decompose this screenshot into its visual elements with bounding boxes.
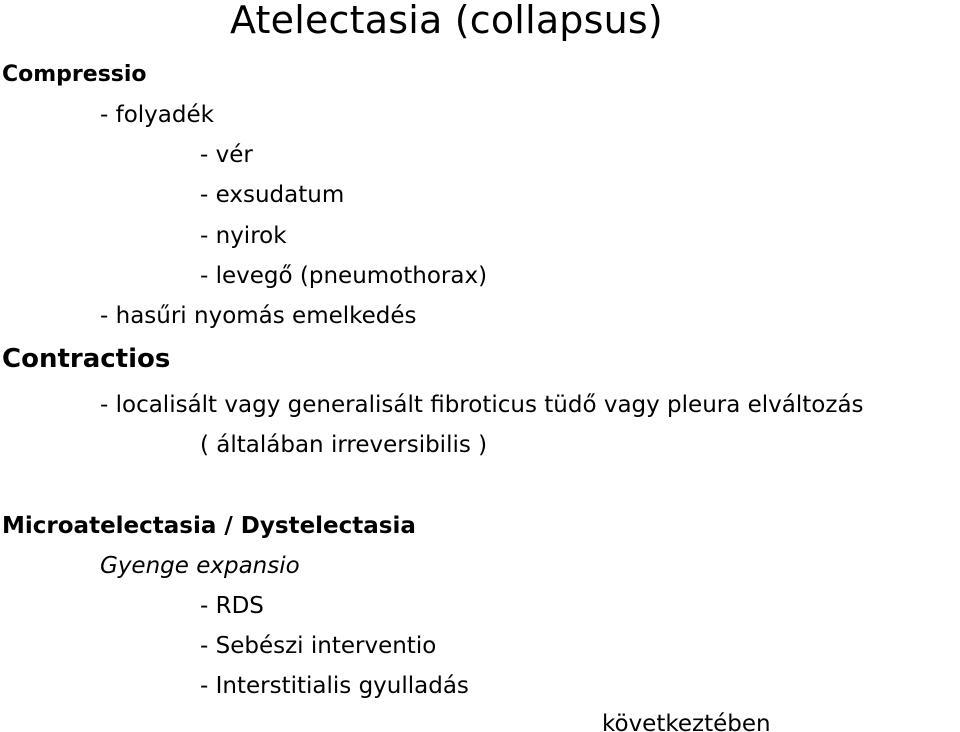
micro-item-sebeszi: - Sebészi interventio (200, 633, 437, 659)
compressio-item-levego: - levegő (pneumothorax) (200, 263, 488, 289)
contractios-heading: Contractios (2, 344, 171, 374)
micro-item-rds: - RDS (200, 593, 264, 619)
compressio-item-folyadek: - folyadék (100, 102, 214, 128)
contractios-item-irreversibilis: ( általában irreversibilis ) (200, 432, 488, 458)
compressio-item-hasuri: - hasűri nyomás emelkedés (100, 303, 417, 329)
contractios-item-localisalt: - localisált vagy generalisált fibroticus tüdő vagy pleura elváltozás (100, 392, 864, 418)
micro-subheading: Gyenge expansio (100, 553, 300, 579)
compressio-item-exsudatum: - exsudatum (200, 182, 345, 208)
compressio-heading: Compressio (2, 62, 147, 87)
micro-item-interstitialis: - Interstitialis gyulladás (200, 673, 469, 699)
compressio-item-nyirok: - nyirok (200, 223, 287, 249)
slide-title: Atelectasia (collapsus) (230, 0, 663, 42)
compressio-item-ver: - vér (200, 142, 253, 168)
micro-heading: Microatelectasia / Dystelectasia (2, 513, 416, 539)
micro-trailing-text: következtében (602, 711, 771, 732)
